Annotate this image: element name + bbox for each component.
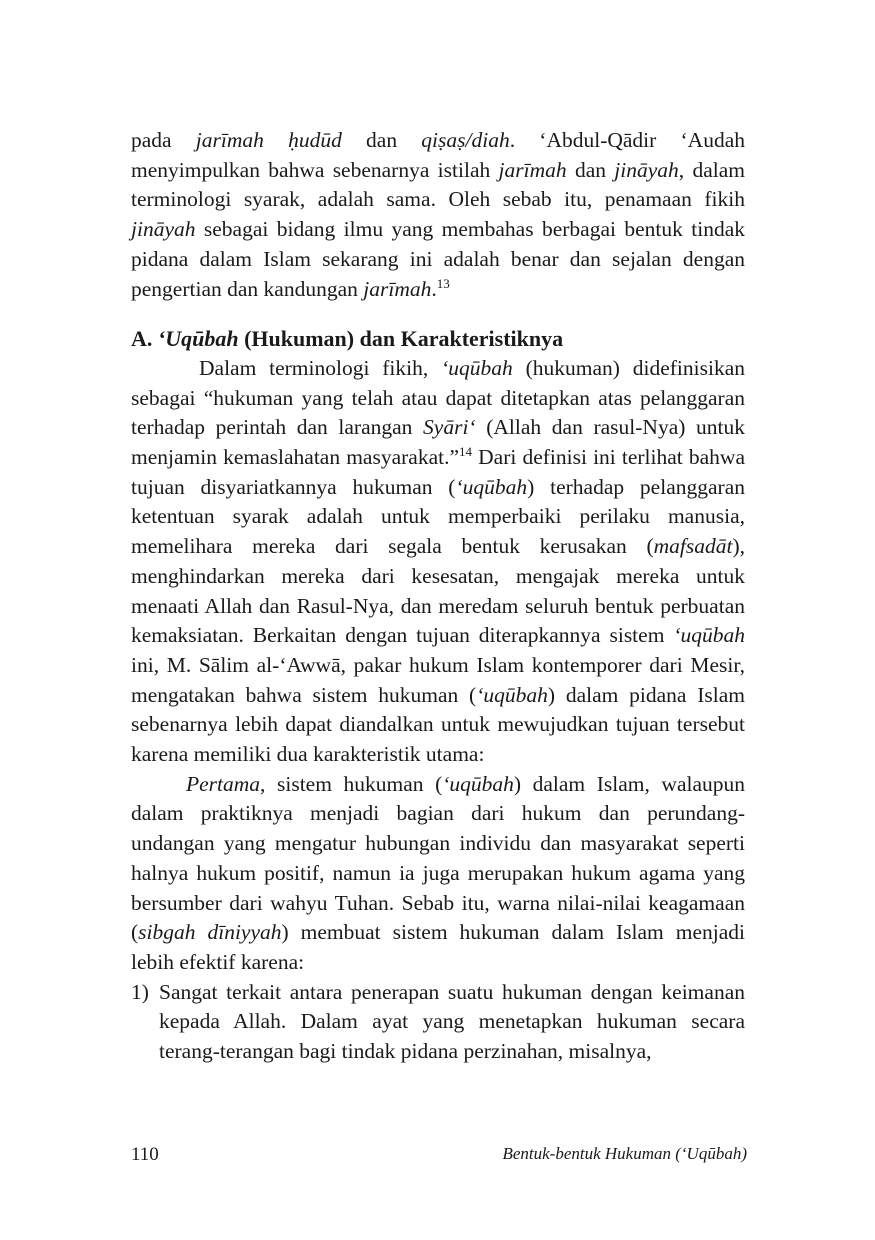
footnote-marker: 13: [436, 275, 450, 291]
page-footer: [131, 1144, 747, 1166]
section-heading: A. ‘Uqūbah (Hukuman) dan Karakteristiknya: [131, 326, 564, 352]
list-item: [131, 978, 745, 1067]
paragraph-intro: pada jarīmah ḥudūd dan qiṣaṣ/diah. ‘Abdul-Qādir ‘Audah menyimpulkan bahwa sebenarnya istilah jarīmah dan jināyah, dalam terminologi syarak, adalah sama. Oleh sebab itu, penamaan fikih jināyah sebagai bidang ilmu yang membahas berbagai bentuk tindak pidana dalam Islam sekarang ini adalah benar dan sejalan dengan pengertian dan kandungan jarīmah.$^{13}$: [131, 128, 746, 301]
running-title: Bentuk-bentuk Hukuman (‘Uqūbah): [502, 1144, 747, 1163]
footnote-marker: 14: [459, 444, 473, 460]
list-item-text: Sangat terkait antara penerapan suatu hukuman dengan keimanan kepada Allah. Dalam ayat yang menetapkan hukuman secara terang-terangan bagi tindak pidana perzinahan, misalnya,: [159, 979, 745, 1064]
list-item-number: 1): [131, 979, 149, 1004]
paragraph-definition: Dalam terminologi fikih, ‘uqūbah (hukuman) didefinisikan sebagai “hukuman yang telah atau dapat ditetapkan atas pelanggaran terhadap perintah dan larangan Syāri‘ (Allah dan rasul-Nya) untuk menjamin kemaslahatan masyarakat.”$^{14}$ Dari definisi ini terlihat bahwa tujuan disyariatkannya hukuman (‘uqūbah) terhadap pelanggaran ketentuan syarak adalah untuk memperbaiki perilaku manusia, memelihara mereka dari segala bentuk kerusakan (mafsadāt), menghindarkan mereka dari kesesatan, mengajak mereka untuk menaati Allah dan Rasul-Nya, dan meredam seluruh bentuk perbuatan kemaksiatan. Berkaitan dengan tujuan diterapkannya sistem ‘uqūbah ini, M. Sālim al-‘Awwā, pakar hukum Islam kontemporer dari Mesir, mengatakan bahwa sistem hukuman (‘uqūbah) dalam pidana Islam sebenarnya lebih dapat diandalkan untuk mewujudkan tujuan tersebut karena memiliki dua karakteristik utama:: [131, 355, 746, 767]
page-number: 110: [131, 1144, 159, 1165]
body-text: [131, 126, 745, 1067]
paragraph-first-characteristic: Pertama, sistem hukuman (‘uqūbah) dalam Islam, walaupun dalam praktiknya menjadi bagian dari hukum dan perundang-undangan yang mengatur hubungan individu dan masyarakat seperti halnya hukum positif, namun ia juga merupakan hukum agama yang bersumber dari wahyu Tuhan. Sebab itu, warna nilai-nilai keagamaan (sibgah dīniyyah) membuat sistem hukuman dalam Islam menjadi lebih efektif karena:: [131, 771, 746, 974]
